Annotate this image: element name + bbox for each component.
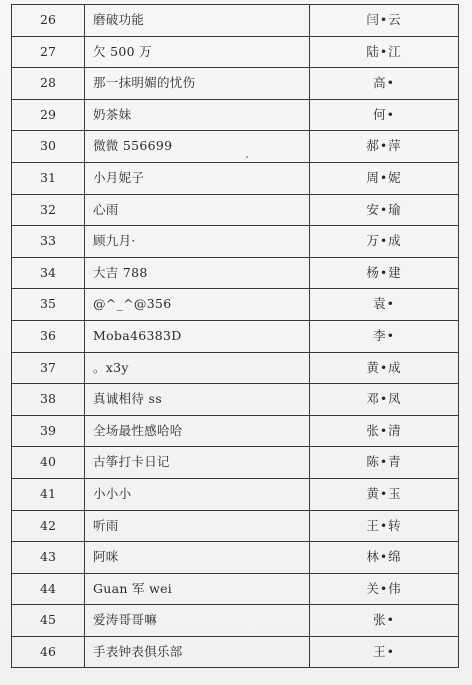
table-row [12,352,459,384]
row-number: 44 [12,573,85,605]
table-row [12,162,459,194]
owner-name: 黄•成 [310,352,459,384]
account-name: @^_^@356 [85,289,310,321]
table-row [12,68,459,100]
table-row [12,478,459,510]
owner-name: 李• [310,320,459,352]
owner-name: 张•清 [310,415,459,447]
table-row [12,605,459,637]
account-name: 欠 500 万 [85,36,310,68]
owner-name: 万•成 [310,226,459,258]
row-number: 38 [12,384,85,416]
account-name: Moba46383D [85,320,310,352]
account-name: 爱涛哥哥嘛 [85,605,310,637]
owner-name: 王•转 [310,510,459,542]
owner-name: 黄•玉 [310,478,459,510]
table-row [12,99,459,131]
account-name: 心雨 [85,194,310,226]
owner-name: 陆•江 [310,36,459,68]
owner-name: 陈•青 [310,447,459,479]
account-name: 手表钟表俱乐部 [85,636,310,668]
scan-speck [246,156,248,158]
row-number: 46 [12,636,85,668]
owner-name: 张• [310,605,459,637]
account-name: 磨破功能 [85,5,310,37]
row-number: 40 [12,447,85,479]
row-number: 29 [12,99,85,131]
account-name: 顾九月· [85,226,310,258]
table-row [12,226,459,258]
table-row [12,447,459,479]
account-name: 古筝打卡日记 [85,447,310,479]
row-number: 43 [12,542,85,574]
account-owner-table [11,4,459,668]
table-row [12,194,459,226]
table-body [12,5,459,668]
table-row [12,510,459,542]
table-row [12,131,459,163]
owner-name: 邓•凤 [310,384,459,416]
owner-name: 周•妮 [310,162,459,194]
table-row [12,257,459,289]
owner-name: 王• [310,636,459,668]
table-row [12,289,459,321]
account-name: 阿咪 [85,542,310,574]
row-number: 36 [12,320,85,352]
row-number: 35 [12,289,85,321]
table-row [12,636,459,668]
row-number: 30 [12,131,85,163]
owner-name: 关•伟 [310,573,459,605]
row-number: 33 [12,226,85,258]
owner-name: 郝•萍 [310,131,459,163]
account-name: 听雨 [85,510,310,542]
row-number: 31 [12,162,85,194]
table-row [12,36,459,68]
row-number: 32 [12,194,85,226]
table-row [12,320,459,352]
row-number: 45 [12,605,85,637]
row-number: 34 [12,257,85,289]
owner-name: 林•绵 [310,542,459,574]
account-name: 。x3y [85,352,310,384]
table-row [12,573,459,605]
account-name: Guan 军 wei [85,573,310,605]
table-row [12,384,459,416]
owner-name: 闫•云 [310,5,459,37]
table-row [12,415,459,447]
owner-name: 袁• [310,289,459,321]
owner-name: 安•瑜 [310,194,459,226]
table-row [12,542,459,574]
owner-name: 何• [310,99,459,131]
row-number: 42 [12,510,85,542]
account-name: 小小小 [85,478,310,510]
account-name: 全场最性感哈哈 [85,415,310,447]
account-name: 小月妮子 [85,162,310,194]
row-number: 28 [12,68,85,100]
owner-name: 杨•建 [310,257,459,289]
table-row [12,5,459,37]
account-name: 奶茶妹 [85,99,310,131]
account-name: 大吉 788 [85,257,310,289]
row-number: 37 [12,352,85,384]
owner-name: 高• [310,68,459,100]
row-number: 39 [12,415,85,447]
row-number: 27 [12,36,85,68]
row-number: 41 [12,478,85,510]
row-number: 26 [12,5,85,37]
account-name: 微微 556699 [85,131,310,163]
account-name: 真诚相待 ss [85,384,310,416]
account-name: 那一抹明媚的忧伤 [85,68,310,100]
